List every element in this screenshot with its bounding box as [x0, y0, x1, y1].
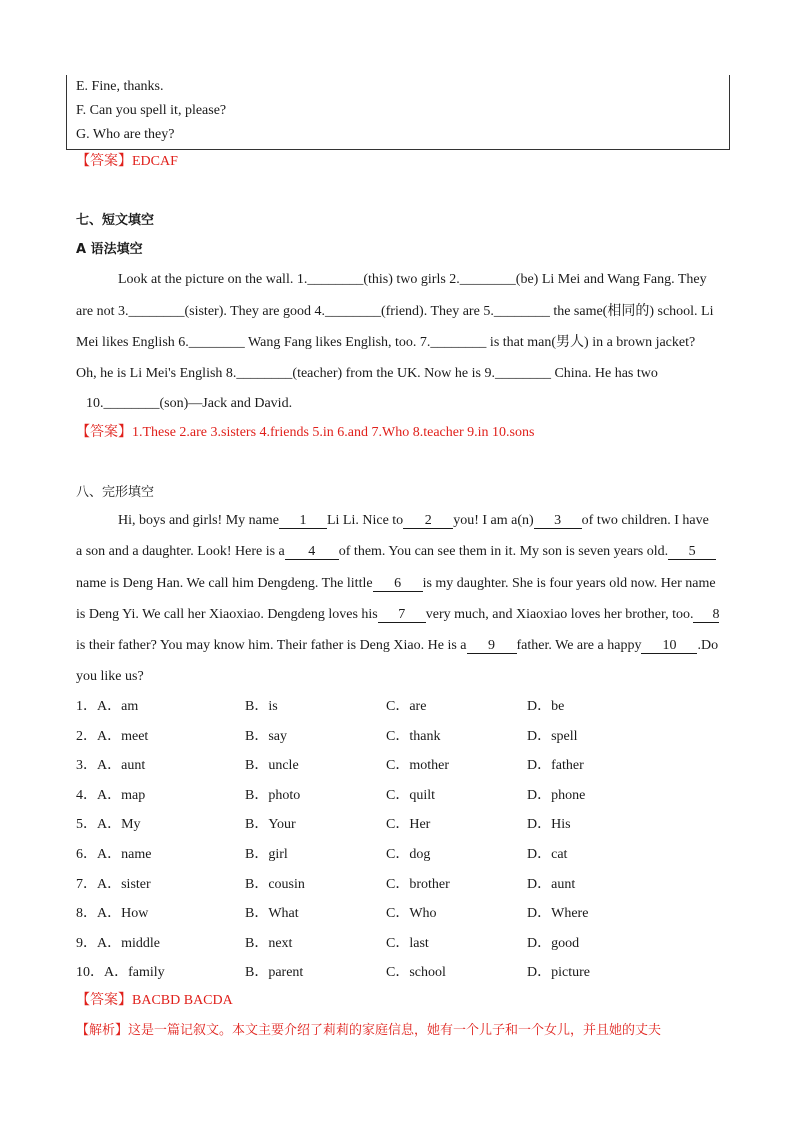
section7-line-1: Look at the picture on the wall. 1.________(this) two girls 2.________(be) Li Mei and Wang Fang. They [118, 272, 707, 287]
section7-line-5: 10.________(son)—Jack and David. [86, 396, 293, 411]
question-option-d: D．cat [527, 847, 568, 862]
passage-line-1 [118, 512, 709, 530]
passage-text: Hi, boys and girls! My name [118, 513, 279, 528]
question-option-b: B．What [245, 906, 299, 921]
blank-9: 9 [467, 638, 517, 654]
blank-2: 2 [403, 513, 453, 529]
passage-text: a son and a daughter. Look! Here is a [76, 544, 285, 559]
passage-text: Li Li. Nice to [326, 513, 404, 528]
section8-title: 八、完形填空 [76, 485, 155, 500]
blank-6: 6 [373, 576, 423, 592]
blank-10: 10 [641, 638, 697, 654]
question-option-b: B．uncle [245, 758, 299, 773]
question-option-b: B．say [245, 729, 287, 744]
box-option-f: F. Can you spell it, please? [76, 103, 227, 118]
passage-line-2 [76, 543, 716, 561]
question-option-d: D．phone [527, 788, 586, 803]
question-option-b: B．parent [245, 965, 304, 980]
question-option-a: 6．A．name [76, 847, 152, 862]
question-option-b: B．next [245, 936, 293, 951]
passage-text: is their father? You may know him. Their father is Deng Xiao. He is a [76, 638, 467, 653]
question-option-b: B．Your [245, 817, 296, 832]
blank-3: 3 [534, 513, 582, 529]
section7-line-2: are not 3.________(sister). They are good 4.________(friend). They are 5.________ the same(相同的) school. Li [76, 304, 714, 319]
question-option-c: C．Her [386, 817, 431, 832]
passage-text: name is Deng Han. We call him Dengdeng. The little [76, 576, 373, 591]
question-option-b: B．cousin [245, 877, 305, 892]
question-option-a: 2．A．meet [76, 729, 149, 744]
passage-line-5 [76, 637, 718, 655]
passage-text: you! I am a(n) [453, 513, 534, 528]
question-option-c: C．mother [386, 758, 449, 773]
section7-answer: 【答案】1.These 2.are 3.sisters 4.friends 5.in 6.and 7.Who 8.teacher 9.in 10.sons [76, 425, 535, 440]
question-option-c: C．are [386, 699, 427, 714]
passage-text: is my daughter. She is four years old now. Her name [422, 576, 716, 591]
answer-previous: 【答案】EDCAF [76, 154, 178, 169]
blank-4: 4 [285, 544, 339, 560]
passage-text: .Do [697, 638, 719, 653]
question-option-a: 9．A．middle [76, 936, 160, 951]
question-option-d: D．father [527, 758, 584, 773]
question-option-a: 3．A．aunt [76, 758, 146, 773]
question-option-c: C．dog [386, 847, 431, 862]
question-option-c: C．thank [386, 729, 441, 744]
question-option-b: B．girl [245, 847, 288, 862]
question-option-c: C．school [386, 965, 446, 980]
section8-analysis: 【解析】这是一篇记叙文。本文主要介绍了莉莉的家庭信息，她有一个儿子和一个女儿，并且她的丈夫 [76, 1023, 662, 1038]
question-option-d: D．spell [527, 729, 578, 744]
question-option-c: C．brother [386, 877, 450, 892]
blank-5: 5 [668, 544, 716, 560]
question-option-b: B．is [245, 699, 278, 714]
passage-text: father. We are a happy [516, 638, 642, 653]
section7-line-4: Oh, he is Li Mei's English 8.________(teacher) from the UK. Now he is 9.________ China. He has two [76, 366, 658, 381]
section8-answer: 【答案】BACBD BACDA [76, 993, 233, 1008]
passage-line-3 [76, 575, 716, 593]
passage-text: of two children. I have [581, 513, 709, 528]
question-option-d: D．be [527, 699, 565, 714]
question-option-a: 4．A．map [76, 788, 146, 803]
box-option-e: E. Fine, thanks. [76, 79, 164, 94]
question-option-c: C．last [386, 936, 429, 951]
blank-7: 7 [378, 607, 426, 623]
passage-text: very much, and Xiaoxiao loves her brother, too. [425, 607, 694, 622]
question-option-a: 1．A．am [76, 699, 139, 714]
section7-title: 七、短文填空 [76, 213, 155, 228]
blank-8: 8 [693, 607, 719, 623]
question-option-a: 7．A．sister [76, 877, 151, 892]
question-option-d: D．His [527, 817, 571, 832]
question-option-d: D．picture [527, 965, 590, 980]
passage-line-6: you like us? [76, 669, 144, 684]
passage-line-4 [76, 606, 719, 624]
section7-subtitle: A 语法填空 [76, 242, 143, 257]
question-option-d: D．good [527, 936, 580, 951]
passage-text: of them. You can see them in it. My son is seven years old. [338, 544, 669, 559]
question-option-d: D．Where [527, 906, 589, 921]
blank-1: 1 [279, 513, 327, 529]
question-option-a: 10．A．family [76, 965, 165, 980]
question-option-a: 8．A．How [76, 906, 149, 921]
question-option-c: C．quilt [386, 788, 436, 803]
section7-line-3: Mei likes English 6.________ Wang Fang likes English, too. 7.________ is that man(男人) in a brown jacket? [76, 335, 696, 350]
passage-text: is Deng Yi. We call her Xiaoxiao. Dengdeng loves his [76, 607, 378, 622]
box-option-g: G. Who are they? [76, 127, 175, 142]
question-option-b: B．photo [245, 788, 301, 803]
question-option-d: D．aunt [527, 877, 576, 892]
question-option-c: C．Who [386, 906, 437, 921]
question-option-a: 5．A．My [76, 817, 141, 832]
